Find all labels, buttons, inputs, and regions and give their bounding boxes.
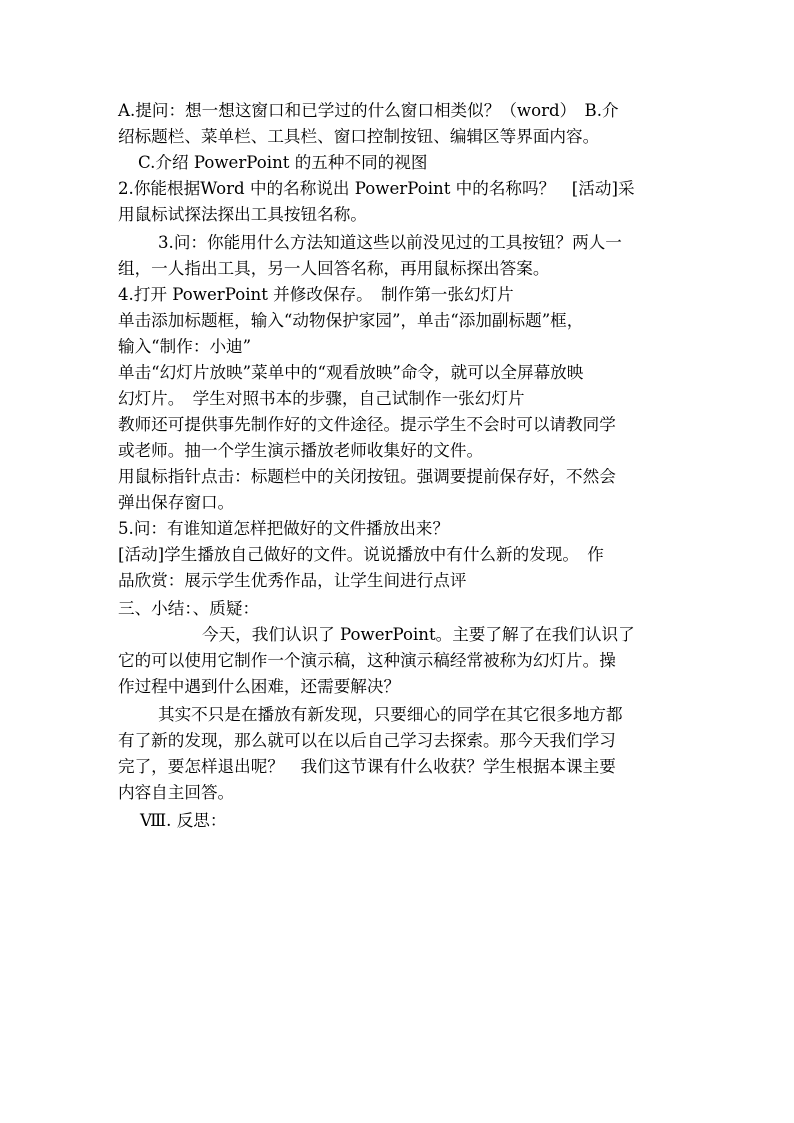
text-line: 用鼠标试探法探出工具按钮名称。 [118, 205, 367, 224]
text-line: A.提问：想一想这窗口和已学过的什么窗口相类似？（word） B.介 [118, 101, 619, 120]
text-line: 弹出保存窗口。 [118, 493, 235, 512]
text-line: 作过程中遇到什么困难，还需要解决？ [118, 677, 401, 696]
text-line: 绍标题栏、菜单栏、工具栏、窗口控制按钮、编辑区等界面内容。 [118, 127, 600, 146]
text-line: 完了，要怎样退出呢？ 我们这节课有什么收获？学生根据本课主要 [118, 757, 616, 776]
section-heading: Ⅷ. 反思： [140, 811, 227, 830]
text-line: 3.问：你能用什么方法知道这些以前没见过的工具按钮？两人一 [158, 233, 622, 252]
text-line: 2.你能根据Word 中的名称说出 PowerPoint 中的名称吗？ [活动]采 [118, 179, 635, 198]
text-line: 内容自主回答。 [118, 783, 235, 802]
text-line: 有了新的发现，那么就可以在以后自己学习去探索。那今天我们学习 [118, 731, 616, 750]
text-line: 用鼠标指针点击：标题栏中的关闭按钮。强调要提前保存好，不然会 [118, 467, 616, 486]
text-line: 品欣赏：展示学生优秀作品，让学生间进行点评 [118, 571, 467, 590]
text-line: 单击“幻灯片放映”菜单中的“观看放映”命令，就可以全屏幕放映 [118, 363, 584, 382]
text-line: 或老师。抽一个学生演示播放老师收集好的文件。 [118, 441, 484, 460]
text-line: C.介绍 PowerPoint 的五种不同的视图 [138, 153, 428, 172]
text-line: 幻灯片。 学生对照书本的步骤，自己试制作一张幻灯片 [118, 389, 525, 408]
text-line: 5.问：有谁知道怎样把做好的文件播放出来？ [118, 519, 450, 538]
text-line: 今天，我们认识了 PowerPoint。主要了解了在我们认识了 [202, 625, 635, 644]
text-line: 4.打开 PowerPoint 并修改保存。 制作第一张幻灯片 [118, 285, 514, 304]
text-line: 单击添加标题框，输入“动物保护家园”，单击“添加副标题”框， [118, 311, 584, 330]
text-line: [活动]学生播放自己做好的文件。说说播放中有什么新的发现。 作 [118, 545, 604, 564]
text-line: 它的可以使用它制作一个演示稿，这种演示稿经常被称为幻灯片。操 [118, 651, 616, 670]
text-line: 输入“制作：小迪” [118, 337, 252, 356]
text-line: 其实不只是在播放有新发现，只要细心的同学在其它很多地方都 [158, 705, 623, 724]
section-heading: 三、小结：、质疑： [118, 599, 260, 618]
text-line: 组，一人指出工具，另一人回答名称，再用鼠标探出答案。 [118, 259, 550, 278]
text-line: 教师还可提供事先制作好的文件途径。提示学生不会时可以请教同学 [118, 415, 616, 434]
